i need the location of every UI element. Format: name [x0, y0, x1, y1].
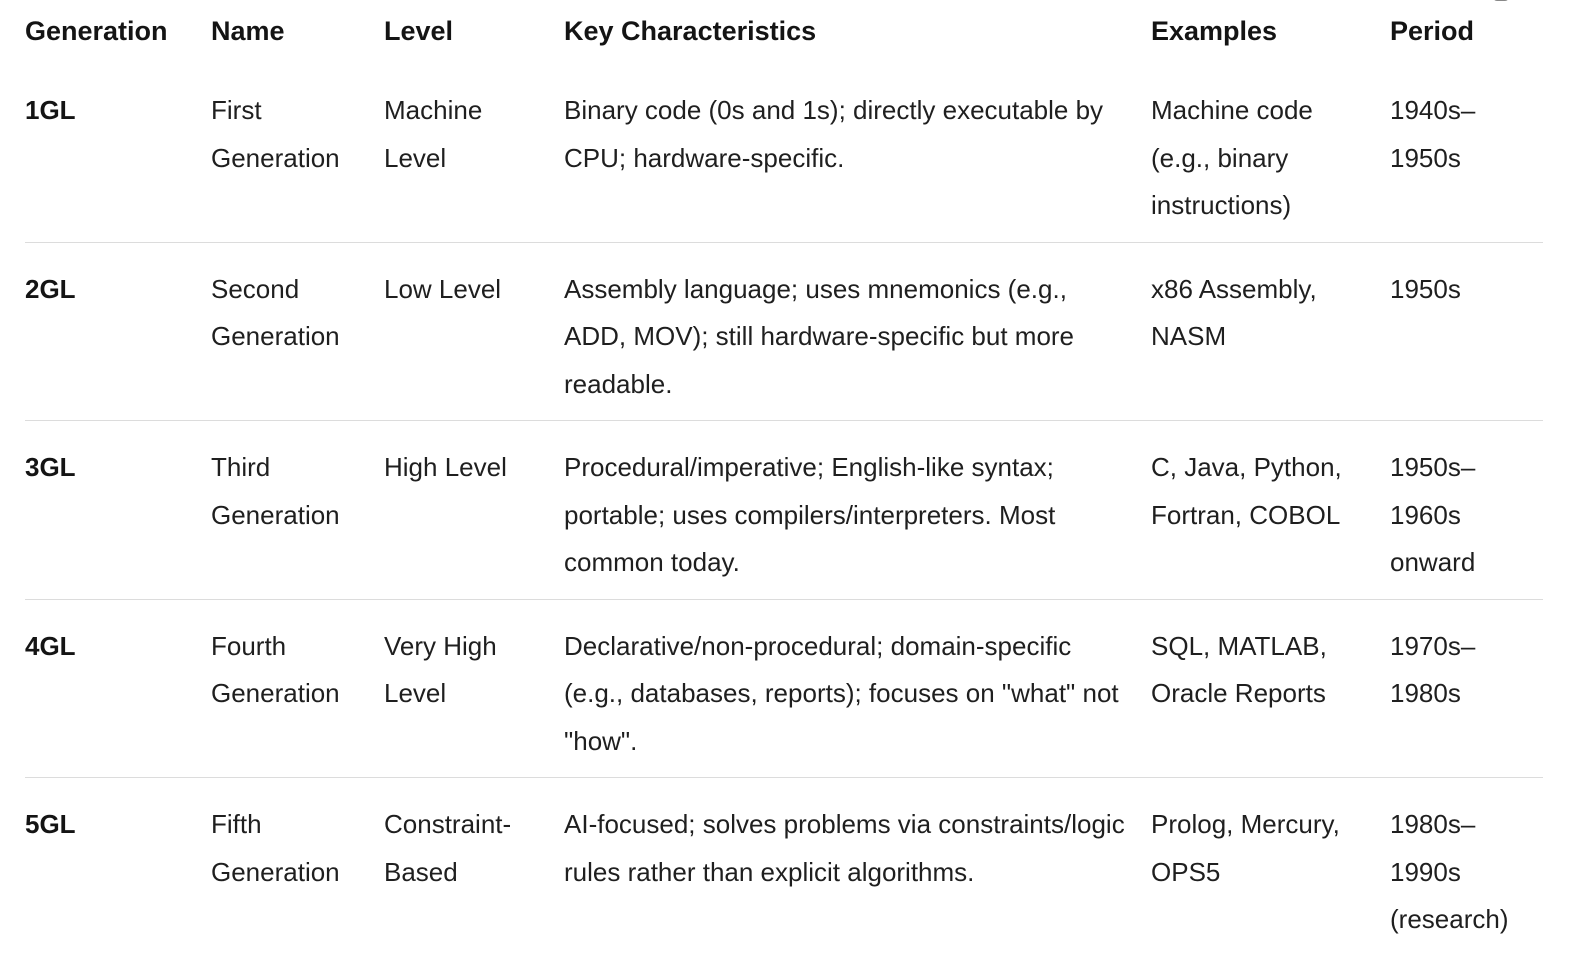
- cell-examples: x86 Assembly, NASM: [1151, 242, 1390, 421]
- cell-examples: Machine code (e.g., binary instructions): [1151, 95, 1313, 220]
- cell-characteristics: AI-focused; solves problems via constraints/logic rules rather than explicit algorithms.: [564, 778, 1151, 956]
- cell-examples: Prolog, Mercury, OPS5: [1151, 778, 1390, 956]
- header-generation: Generation: [25, 15, 168, 46]
- cell-characteristics: Assembly language; uses mnemonics (e.g., ADD, MOV); still hardware-specific but more readable.: [564, 242, 1151, 421]
- table-row: [25, 62, 1543, 242]
- cell-period: 1950s: [1390, 242, 1543, 421]
- cell-name: Second Generation: [211, 242, 384, 421]
- cell-period: 1980s–1990s (research): [1390, 778, 1543, 956]
- cell-level: Machine Level: [384, 95, 483, 173]
- header-examples: Examples: [1151, 15, 1278, 46]
- cell-characteristics: Procedural/imperative; English-like syntax; portable; uses compilers/interpreters. Most common today.: [564, 421, 1151, 600]
- cell-name: Third Generation: [211, 421, 384, 600]
- cell-level: High Level: [384, 421, 564, 600]
- table-header-row: [25, 0, 1543, 62]
- cell-characteristics: Binary code (0s and 1s); directly executable by CPU; hardware-specific.: [564, 95, 1104, 173]
- generations-table-container: [25, 0, 1543, 956]
- cell-examples: C, Java, Python, Fortran, COBOL: [1151, 421, 1390, 600]
- cell-generation: 5GL: [25, 778, 211, 956]
- cell-generation: 2GL: [25, 242, 211, 421]
- cell-name: First Generation: [211, 95, 340, 173]
- cell-period: 1970s–1980s: [1390, 599, 1543, 778]
- header-level: Level: [384, 15, 454, 46]
- table-row: [25, 778, 1543, 956]
- cell-generation: 4GL: [25, 599, 211, 778]
- cell-level: Constraint-Based: [384, 778, 564, 956]
- cell-characteristics: Declarative/non-procedural; domain-specific (e.g., databases, reports); focuses on "what" not "how".: [564, 599, 1151, 778]
- cell-period: 1940s–1950s: [1390, 95, 1476, 173]
- cell-name: Fourth Generation: [211, 599, 384, 778]
- cell-examples: SQL, MATLAB, Oracle Reports: [1151, 599, 1390, 778]
- cell-generation: 3GL: [25, 421, 211, 600]
- cell-period: 1950s–1960s onward: [1390, 421, 1543, 600]
- table-row: [25, 421, 1543, 600]
- header-characteristics: Key Characteristics: [564, 15, 817, 46]
- table-row: [25, 242, 1543, 421]
- header-name: Name: [211, 15, 285, 46]
- cell-level: Low Level: [384, 242, 564, 421]
- table-row: [25, 599, 1543, 778]
- generations-table: [25, 0, 1543, 956]
- cell-level: Very High Level: [384, 599, 564, 778]
- cell-name: Fifth Generation: [211, 778, 384, 956]
- header-period: Period: [1390, 15, 1475, 46]
- cell-generation: 1GL: [25, 95, 76, 125]
